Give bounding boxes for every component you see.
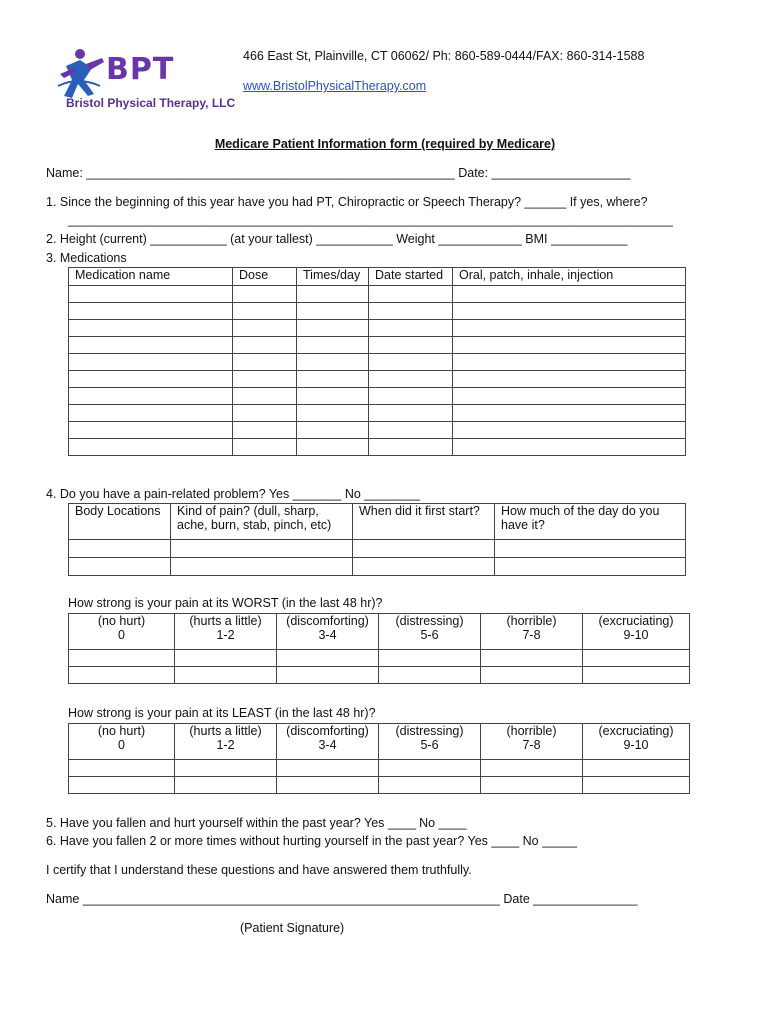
scale-cell: (distressing) 5-6 xyxy=(379,614,481,650)
table-row[interactable] xyxy=(69,303,686,320)
signature-caption: (Patient Signature) xyxy=(240,921,345,935)
company-name: Bristol Physical Therapy, LLC xyxy=(66,96,236,110)
table-row[interactable] xyxy=(69,337,686,354)
logo-wordmark: BPT xyxy=(106,52,175,87)
scale-cell: (horrible) 7-8 xyxy=(481,614,583,650)
worst-pain-label: How strong is your pain at its WORST (in the last 48 hr)? xyxy=(68,596,383,610)
scale-cell: (discomforting) 3-4 xyxy=(277,614,379,650)
question-5: 5. Have you fallen and hurt yourself within the past year? Yes ____ No ____ xyxy=(46,816,467,830)
column-header: Oral, patch, inhale, injection xyxy=(453,268,686,286)
table-row[interactable] xyxy=(69,320,686,337)
question-2: 2. Height (current) ___________ (at your tallest) ___________ Weight ____________ BMI ___________ xyxy=(46,232,628,246)
column-header: When did it first start? xyxy=(353,504,495,540)
scale-cell: (excruciating) 9-10 xyxy=(583,724,690,760)
table-row[interactable] xyxy=(69,777,690,794)
question-1: 1. Since the beginning of this year have you had PT, Chiropractic or Speech Therapy? ______ If yes, where? xyxy=(46,195,648,209)
table-row[interactable] xyxy=(69,286,686,303)
pain-table xyxy=(68,503,686,576)
table-row[interactable] xyxy=(69,558,686,576)
table-row[interactable] xyxy=(69,667,690,684)
scale-cell: (excruciating) 9-10 xyxy=(583,614,690,650)
scale-cell: (horrible) 7-8 xyxy=(481,724,583,760)
table-row[interactable] xyxy=(69,540,686,558)
medications-table xyxy=(68,267,686,456)
address-line: 466 East St, Plainville, CT 06062/ Ph: 860-589-0444/FAX: 860-314-1588 xyxy=(243,49,645,63)
signature-line[interactable]: Name ____________________________________________________________ Date _______________ xyxy=(46,892,638,906)
name-date-field[interactable]: Name: _____________________________________________________ Date: ____________________ xyxy=(46,166,631,180)
column-header: Body Locations xyxy=(69,504,171,540)
table-row[interactable] xyxy=(69,650,690,667)
column-header: Medication name xyxy=(69,268,233,286)
table-row[interactable] xyxy=(69,422,686,439)
scale-cell: (no hurt) 0 xyxy=(69,724,175,760)
scale-header-row xyxy=(69,724,690,760)
table-row[interactable] xyxy=(69,760,690,777)
runner-figure-icon xyxy=(58,49,104,98)
certification-statement: I certify that I understand these questions and have answered them truthfully. xyxy=(46,863,472,877)
column-header: Date started xyxy=(369,268,453,286)
column-header: Kind of pain? (dull, sharp, ache, burn, stab, pinch, etc) xyxy=(171,504,353,540)
scale-cell: (discomforting) 3-4 xyxy=(277,724,379,760)
worst-pain-scale xyxy=(68,613,690,684)
scale-cell: (hurts a little) 1-2 xyxy=(175,614,277,650)
question-1-answer-line[interactable]: _______________________________________________________________________________________ xyxy=(68,213,673,227)
scale-cell: (distressing) 5-6 xyxy=(379,724,481,760)
table-row[interactable] xyxy=(69,439,686,456)
form-title: Medicare Patient Information form (required by Medicare) xyxy=(214,137,556,151)
least-pain-scale xyxy=(68,723,690,794)
table-header-row xyxy=(69,268,686,286)
scale-cell: (hurts a little) 1-2 xyxy=(175,724,277,760)
question-6: 6. Have you fallen 2 or more times without hurting yourself in the past year? Yes ____ No _____ xyxy=(46,834,577,848)
least-pain-label: How strong is your pain at its LEAST (in the last 48 hr)? xyxy=(68,706,376,720)
question-4: 4. Do you have a pain-related problem? Yes _______ No ________ xyxy=(46,487,420,501)
question-3: 3. Medications xyxy=(46,251,127,265)
table-row[interactable] xyxy=(69,354,686,371)
column-header: Times/day xyxy=(297,268,369,286)
scale-header-row xyxy=(69,614,690,650)
scale-cell: (no hurt) 0 xyxy=(69,614,175,650)
column-header: How much of the day do you have it? xyxy=(495,504,686,540)
table-row[interactable] xyxy=(69,388,686,405)
column-header: Dose xyxy=(233,268,297,286)
table-row[interactable] xyxy=(69,405,686,422)
table-header-row xyxy=(69,504,686,540)
table-row[interactable] xyxy=(69,371,686,388)
website-link[interactable]: www.BristolPhysicalTherapy.com xyxy=(243,79,427,93)
